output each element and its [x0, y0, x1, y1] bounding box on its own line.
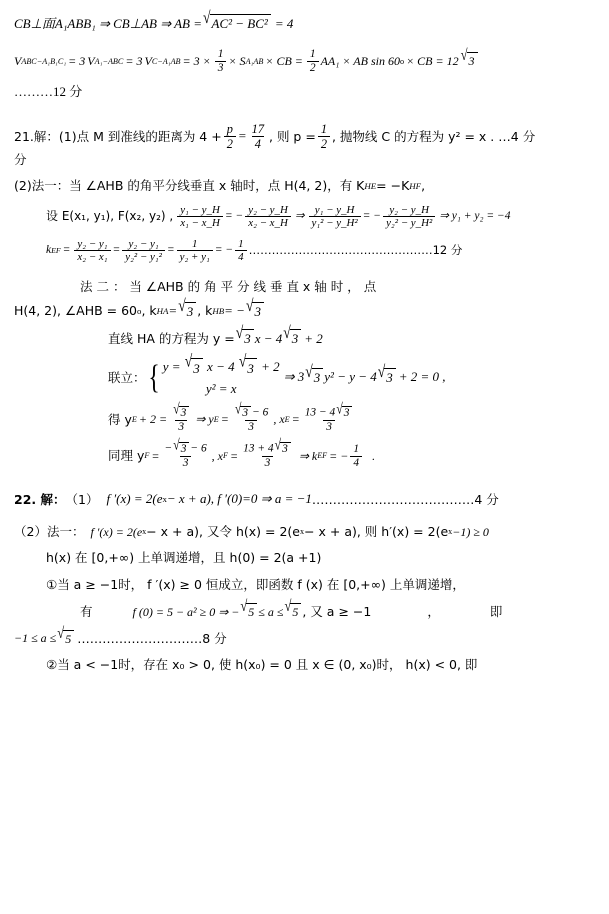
fraction-numerator: 1	[320, 121, 327, 136]
problem21-part1-tail: , 抛物线 C 的方程为 y² = x .	[331, 128, 495, 144]
equals-4: = −	[214, 244, 234, 257]
equals-neg-2: = −	[362, 210, 382, 223]
khe-subscript: HE	[364, 181, 377, 192]
system-row-2: y² = x	[205, 380, 237, 396]
case1-text: ①当 a ≥ −1时， f ′(x) ≥ 0 恒成立，即函数 f (x) 在 [0,+∞) 上单调递增，	[46, 577, 465, 593]
fraction-numerator: y₂ − y_H	[248, 203, 288, 216]
fraction-numerator: 17	[251, 121, 264, 136]
fraction-xe-value	[302, 399, 357, 434]
yf-implies-kef: ⇒ k	[298, 448, 318, 463]
problem20-cb-expression: CB⊥面A₁ABB₁ ⇒ CB⊥AB ⇒ AB =	[14, 15, 203, 31]
volume-eq-2: = 3	[125, 53, 143, 68]
fraction-denominator: 3	[245, 420, 257, 434]
fraction-numerator	[240, 436, 295, 456]
part2-expr-mid: − x + a), 又令 h(x) = 2(e	[146, 524, 300, 540]
fraction-17-over-4	[249, 122, 267, 151]
fraction-numerator: 1	[353, 442, 360, 455]
numerator-lead: 13 + 4	[243, 442, 274, 455]
problem21-yf-line	[0, 436, 609, 470]
part1-dots: …………………………………	[311, 491, 475, 507]
implies-1: ⇒	[294, 210, 305, 223]
numerator-lead: 13 − 4	[304, 406, 336, 419]
equation-system	[146, 351, 280, 398]
radical-sign: √	[173, 436, 180, 454]
sqrt-3-xf	[274, 436, 291, 456]
radical-sign: √	[240, 597, 248, 615]
fraction-numerator: y₁ − y_H	[180, 203, 220, 216]
problem21-line-ha	[0, 323, 609, 349]
fraction-denominator: 2	[224, 136, 236, 151]
problem20-line1	[0, 0, 609, 34]
line-ha-prefix: 直线 HA 的方程为 y =	[108, 331, 235, 347]
volume-symbol-1: V	[14, 53, 22, 68]
problem21-ye-line	[0, 399, 609, 434]
method1-mid-text: = −K	[376, 178, 410, 194]
volume-eq-3: = 3 ×	[182, 53, 211, 68]
system-rest-tail: + 2 = 0 ,	[398, 369, 446, 385]
sqrt-3-sys-3	[305, 361, 323, 388]
problem22-case1-continued	[0, 597, 609, 621]
part2-expr-end: −1) ≥ 0	[452, 524, 489, 539]
radicand: 3	[280, 442, 291, 456]
fraction-sqrt3-over-3	[169, 399, 193, 434]
radicand: 3	[185, 302, 197, 322]
case1-mid: ≤ a ≤	[258, 604, 284, 619]
sqrt-3-sys-4	[377, 361, 396, 388]
ye-prefix: 得 y	[108, 412, 132, 428]
sqrt-3-ye-2	[234, 399, 251, 420]
problem21-part1-score: …4 分	[498, 128, 536, 144]
radicand: 3	[342, 406, 353, 420]
fraction-denominator: 4	[350, 456, 362, 470]
yf-period: .	[372, 448, 376, 463]
fraction-yf-value	[161, 436, 209, 470]
fraction-denominator: y₁² − y_H²	[309, 216, 361, 230]
volume-symbol-2: V	[87, 53, 95, 68]
point-h-angle: H(4, 2), ∠AHB = 60	[14, 303, 138, 319]
problem21-header: 21.解：	[14, 128, 59, 144]
fraction-kef-final	[350, 443, 362, 470]
radical-sign: √	[57, 623, 65, 642]
xe-subscript: E	[284, 415, 290, 425]
fraction-numerator	[302, 399, 357, 420]
volume-sub-3: C−A₁AB	[151, 56, 181, 66]
case1-expr: f (0) = 5 − a² ≥ 0 ⇒ −	[132, 604, 240, 619]
numerator-rest: − 6	[252, 406, 269, 419]
case1-comma: ，	[427, 604, 440, 620]
fraction-denominator: 3	[215, 61, 227, 75]
area-subscript: A₁AB	[245, 56, 264, 66]
ye-comma-x: , x	[273, 412, 285, 427]
volume-symbol-3: V	[144, 53, 152, 68]
radical-sign: √	[238, 351, 247, 371]
volume-sub-1: ABC−A₁B₁C₁	[21, 56, 67, 66]
problem22-case1-final	[0, 623, 609, 648]
kef-symbol: k	[46, 244, 52, 257]
radicand: 3	[290, 329, 302, 349]
radicand: 5	[63, 630, 74, 648]
ye-plus: + 2 =	[138, 412, 168, 427]
fraction-xf-value	[240, 436, 295, 470]
radicand: 3	[240, 406, 251, 420]
sqrt-3	[460, 46, 478, 70]
equals-2: =	[112, 244, 121, 257]
radical-sign: √	[245, 295, 254, 315]
part2-expr-1: f ′(x) = 2(e	[90, 524, 143, 539]
problem20-line1-equals: = 4	[274, 15, 294, 31]
ye-subscript: E	[131, 415, 137, 425]
equals-khb: = −	[224, 303, 245, 319]
problem21-method1-set-line	[0, 204, 609, 230]
fraction-denominator: 3	[180, 456, 192, 470]
radicand: 3	[179, 406, 190, 420]
case1-final-prefix: −1 ≤ a ≤	[14, 631, 57, 645]
monotone-text: h(x) 在 [0,+∞) 上单调递增，且 h(0) = 2(a +1)	[46, 550, 322, 566]
fraction-1-over-2	[318, 122, 330, 151]
problem22-part2-lead	[0, 523, 609, 541]
radicand: 3	[179, 442, 190, 456]
line-ha-tail: + 2	[304, 330, 323, 346]
radicand: 3	[384, 368, 396, 388]
radical-sign: √	[234, 399, 242, 418]
exponent-x-3: x	[448, 527, 453, 537]
fraction-kef-1	[74, 238, 110, 264]
fraction-denominator: 3	[323, 420, 335, 434]
radical-sign: √	[184, 351, 193, 371]
kef-subscript: EF	[317, 451, 328, 461]
case1-final-dots: …………………………8 分	[77, 630, 227, 646]
fraction-slope-2	[245, 204, 291, 230]
case2-text: ②当 a < −1时，存在 x₀ > 0, 使 h(x₀) = 0 且 x ∈ (0, x₀)时， h(x) < 0, 即	[46, 656, 478, 672]
radical-sign: √	[460, 46, 468, 64]
case1-you-label: 有	[80, 604, 93, 620]
numerator-sign: −	[164, 442, 173, 455]
part2-label: （2）法一：	[14, 524, 85, 540]
volume-sub-2: A₁−ABC	[94, 56, 124, 66]
fraction-numerator: y₂ − y₁	[128, 237, 159, 250]
method1-lead-text: (2)法一：当 ∠AHB 的角平分线垂直 x 轴时，点 H(4, 2)，有 K	[14, 178, 365, 194]
part1-score: 4 分	[474, 491, 499, 507]
sqrt-3-khb	[245, 295, 264, 322]
system-rest: y² − y − 4	[324, 369, 377, 385]
method2-lead-text: 法 二 ： 当 ∠AHB 的 角 平 分 线 垂 直 x 轴 时 ， 点	[80, 278, 377, 294]
radicand: AC² − BC²	[210, 14, 271, 34]
sqrt-5-final	[57, 623, 74, 648]
fraction-numerator	[169, 399, 193, 420]
problem21-method2-line2	[0, 295, 609, 322]
k-label-1: , k	[141, 303, 157, 319]
radicand: 3	[252, 302, 264, 322]
fraction-denominator: x₂ − x_H	[245, 216, 291, 230]
radical-sign: √	[203, 7, 211, 27]
radicand: 3	[242, 329, 254, 349]
yf-subscript: F	[144, 451, 150, 461]
equals-3: =	[166, 244, 175, 257]
set-points-text: 设 E(x₁, y₁), F(x₂, y₂) ,	[46, 208, 174, 223]
problem21-method2-lead	[0, 278, 609, 297]
sqrt-ac2-bc2	[203, 7, 271, 34]
row1-tail: + 2	[261, 359, 280, 375]
volume-eq-1: = 3	[68, 53, 86, 68]
radical-sign: √	[173, 399, 180, 418]
fraction-kef-result	[235, 238, 246, 264]
xf-equals: =	[229, 448, 239, 463]
case1-ji: 即	[489, 604, 503, 620]
problem22-part1-label: （1）	[65, 491, 99, 507]
radical-sign: √	[284, 597, 292, 615]
khb-subscript: HB	[212, 306, 225, 317]
problem22-monotone-line	[0, 549, 609, 568]
times-cb: × CB =	[265, 53, 303, 68]
sqrt-3-ye	[173, 399, 189, 420]
fraction-numerator: y₂ − y₁	[77, 237, 108, 250]
problem21-part1-score-continue: 分	[14, 152, 27, 168]
row1-prefix: y =	[162, 359, 181, 375]
sqrt-3-sys-2	[238, 351, 257, 379]
fraction-numerator: 1	[217, 47, 224, 60]
fraction-denominator: 3	[175, 420, 187, 434]
sqrt-5-lower	[240, 597, 257, 621]
fraction-denominator: 2	[318, 136, 330, 151]
ye-equals: =	[220, 412, 229, 427]
degree-symbol: o	[137, 306, 142, 317]
xe-equals: =	[291, 412, 300, 427]
yf-equals: =	[151, 448, 160, 463]
fraction-numerator: p	[226, 121, 233, 136]
fraction-denominator: 4	[252, 136, 264, 151]
row1-mid: x − 4	[207, 359, 235, 375]
problem21-system-line	[0, 351, 609, 398]
system-rows	[162, 351, 280, 398]
radicand: 3	[312, 368, 324, 388]
exponent-x: x	[162, 494, 167, 505]
fraction-numerator	[161, 436, 209, 456]
fraction-ye-value	[231, 399, 272, 434]
problem22-case1	[0, 576, 609, 595]
radical-sign: √	[336, 399, 343, 418]
fraction-slope-4	[383, 204, 435, 230]
degree-symbol: o	[399, 56, 405, 66]
fprime-expression: f ′(x) = 2(e	[106, 491, 163, 507]
sqrt-3-yf	[173, 436, 189, 456]
system-implies: ⇒ 3	[283, 369, 305, 385]
fraction-denominator: 4	[235, 250, 246, 264]
times-area-symbol: × S	[228, 53, 246, 68]
radicand: 5	[290, 603, 301, 621]
fraction-numerator	[231, 399, 272, 420]
equals-kha: =	[168, 303, 178, 319]
sqrt-3-sys-1	[184, 351, 203, 379]
fraction-kef-3	[177, 238, 213, 264]
numerator-rest: − 6	[190, 442, 207, 455]
fraction-kef-2	[122, 238, 165, 264]
radicand: 3	[467, 52, 478, 70]
ye-implies: ⇒ y	[195, 412, 214, 427]
sqrt-3-ha-1	[235, 323, 254, 349]
fraction-one-half	[307, 48, 319, 75]
fraction-p-over-2	[224, 122, 236, 151]
xf-subscript: F	[222, 451, 228, 461]
fraction-denominator: y₂² − y_H²	[383, 216, 435, 230]
line-ha-x-term: x − 4	[254, 330, 283, 346]
radical-sign: √	[305, 361, 313, 381]
problem21-part1	[0, 122, 609, 151]
system-label: 联立：	[108, 369, 146, 385]
fraction-denominator: y₂² − y₁²	[122, 250, 165, 264]
problem21-method1-kef-line	[0, 238, 609, 264]
kha-subscript: HA	[156, 306, 169, 317]
times-cb-result: × CB = 12	[406, 53, 459, 68]
problem20-volume-line	[0, 48, 609, 75]
fraction-denominator: x₂ − x₁	[74, 250, 110, 264]
khf-subscript: HF	[409, 181, 422, 192]
implies-sum-result: ⇒ y₁ + y₂ = −4	[439, 210, 511, 223]
case1-rest: , 又 a ≥ −1	[302, 604, 372, 620]
sqrt-5-upper	[284, 597, 301, 621]
yf-comma-x: , x	[211, 448, 223, 463]
radical-sign: √	[274, 436, 282, 454]
problem22-case2	[0, 656, 609, 675]
fraction-denominator: 3	[262, 456, 274, 470]
ye-subscript-2: E	[213, 415, 219, 425]
radicand: 3	[245, 358, 257, 379]
radical-sign: √	[178, 295, 186, 315]
radicand: 3	[191, 358, 203, 379]
equals-1: =	[62, 244, 71, 257]
fraction-one-third	[215, 48, 227, 75]
kef-subscript: EF	[51, 246, 61, 255]
problem21-part1-middle: , 则 p =	[269, 128, 316, 144]
kef-equals: = −	[329, 448, 349, 463]
method1-end-text: ,	[421, 178, 426, 194]
fraction-numerator: 1	[309, 47, 316, 60]
problem22-header: 22. 解：	[14, 491, 66, 507]
fraction-slope-1	[177, 204, 223, 230]
left-brace: {	[147, 359, 160, 397]
problem20-score: ………12 分	[14, 84, 83, 100]
fraction-numerator: y₁ − y_H	[314, 203, 355, 216]
radicand: 5	[246, 603, 257, 621]
problem21-part1-prefix: (1)点 M 到准线的距离为 4 +	[58, 128, 222, 144]
yf-prefix: 同理 y	[108, 448, 145, 464]
sqrt-3-kha	[178, 295, 196, 322]
system-row-1	[162, 351, 280, 378]
k-label-2: , k	[197, 303, 213, 319]
problem21-method1-lead	[0, 177, 609, 195]
sqrt-3-xe	[336, 399, 352, 420]
exponent-x-1: x	[142, 527, 147, 537]
part2-expr-mid2: − x + a), 则 h′(x) = 2(e	[304, 524, 449, 540]
fraction-numerator: 1	[238, 237, 244, 250]
aa1-expression: AA₁ × AB sin 60	[320, 53, 400, 68]
problem22-part1	[0, 490, 609, 509]
radical-sign: √	[283, 323, 291, 342]
sqrt-3-ha-2	[283, 323, 301, 349]
kef-score-dots: …………………………………………12 分	[248, 243, 463, 258]
exponent-x-2: x	[299, 527, 305, 537]
fprime-rest: − x + a), f ′(0)=0 ⇒ a = −1	[166, 491, 312, 507]
fraction-denominator: y₂ + y₁	[177, 250, 213, 264]
fraction-slope-3	[309, 204, 361, 230]
radical-sign: √	[235, 323, 244, 342]
equals-neg-1: = −	[224, 210, 244, 223]
fraction-numerator: 1	[191, 237, 198, 250]
fraction-denominator: x₁ − x_H	[177, 216, 223, 230]
fraction-denominator: 2	[307, 61, 319, 75]
equals-sign: =	[237, 128, 247, 144]
fraction-numerator: y₂ − y_H	[389, 203, 429, 216]
radical-sign: √	[377, 361, 386, 381]
